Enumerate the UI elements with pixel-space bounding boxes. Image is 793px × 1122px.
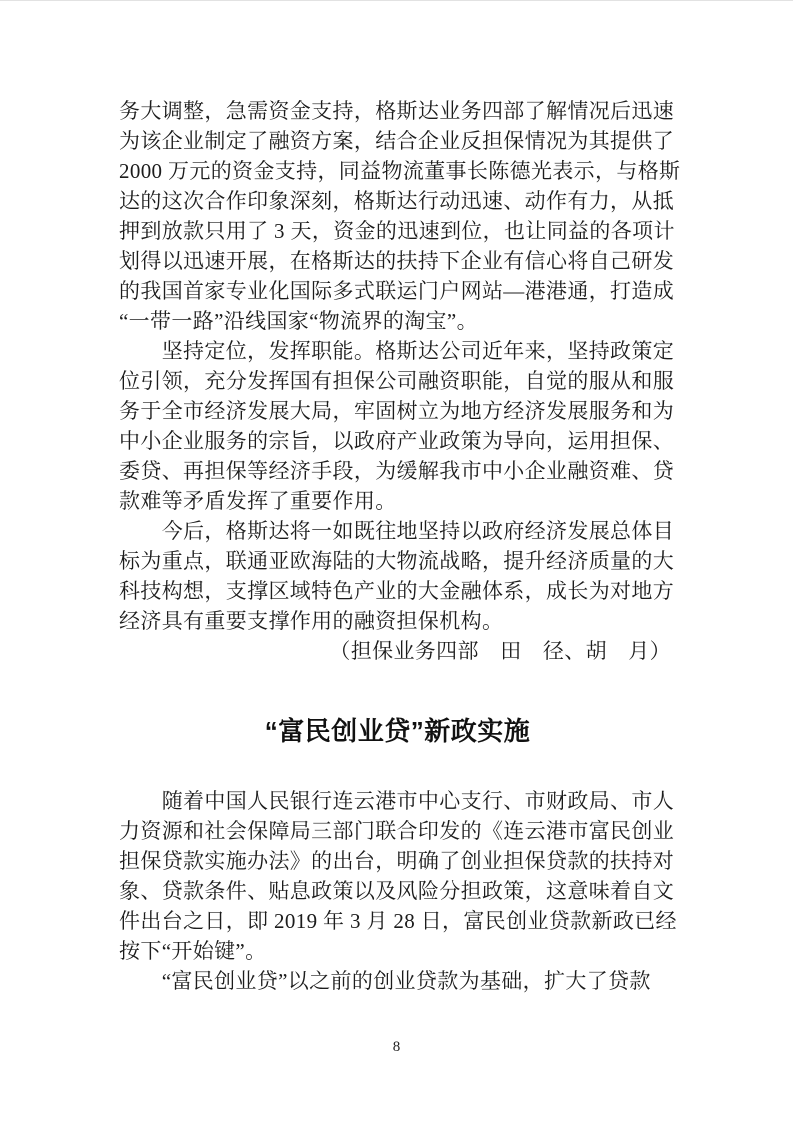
text-line: 划得以迅速开展，在格斯达的扶持下企业有信心将自己研发 [119, 249, 675, 273]
text-line: 象、贷款条件、贴息政策以及风险分担政策，这意味着自文 [119, 879, 675, 903]
text-line: 力资源和社会保障局三部门联合印发的《连云港市富民创业 [119, 819, 675, 843]
page-number: 8 [392, 1039, 401, 1055]
text-line: 务于全市经济发展大局，牢固树立为地方经济发展服务和为 [119, 399, 675, 423]
text-line: 达的这次合作印象深刻，格斯达行动迅速、动作有力，从抵 [119, 189, 675, 213]
text-line: 押到放款只用了 3 天，资金的迅速到位，也让同益的各项计 [119, 219, 675, 243]
text-line: 件出台之日，即 2019 年 3 月 28 日，富民创业贷款新政已经 [119, 909, 677, 933]
text-line: 担保贷款实施办法》的出台，明确了创业担保贷款的扶持对 [119, 849, 675, 873]
text-line: 按下“开始键”。 [119, 939, 267, 963]
paragraph [119, 966, 676, 996]
paragraph [119, 516, 676, 636]
text-column [119, 96, 681, 996]
paragraph [119, 336, 676, 516]
text-line: 为该企业制定了融资方案，结合企业反担保情况为其提供了 [119, 129, 675, 153]
text-line: “一带一路”沿线国家“物流界的淘宝”。 [119, 309, 478, 333]
article-guarantee-dept-continuation [119, 96, 681, 666]
text-line: 经济具有重要支撑作用的融资担保机构。 [119, 609, 504, 633]
paragraph [119, 786, 676, 966]
byline: （担保业务四部 田 径、胡 月） [329, 639, 671, 663]
text-line: “富民创业贷”以之前的创业贷款为基础，扩大了贷款 [119, 969, 651, 993]
text-line: 中小企业服务的宗旨，以政府产业政策为导向，运用担保、 [119, 429, 675, 453]
article-title: “富民创业贷”新政实施 [264, 716, 531, 746]
paragraph [119, 96, 681, 336]
text-line: 科技构想，支撑区域特色产业的大金融体系，成长为对地方 [119, 579, 675, 603]
text-line: 款难等矛盾发挥了重要作用。 [119, 489, 397, 513]
text-line: 随着中国人民银行连云港市中心支行、市财政局、市人 [119, 789, 675, 813]
text-line: 的我国首家专业化国际多式联运门户网站—港港通，打造成 [119, 279, 675, 303]
text-line: 2000 万元的资金支持，同益物流董事长陈德光表示，与格斯 [119, 159, 681, 183]
text-line: 标为重点，联通亚欧海陆的大物流战略，提升经济质量的大 [119, 549, 675, 573]
text-line: 委贷、再担保等经济手段，为缓解我市中小企业融资难、贷 [119, 459, 675, 483]
article-new-policy [119, 711, 676, 996]
text-line: 今后，格斯达将一如既往地坚持以政府经济发展总体目 [119, 519, 675, 543]
text-line: 坚持定位，发挥职能。格斯达公司近年来，坚持政策定 [119, 339, 675, 363]
text-line: 位引领，充分发挥国有担保公司融资职能，自觉的服从和服 [119, 369, 675, 393]
text-line: 务大调整，急需资金支持，格斯达业务四部了解情况后迅速 [119, 99, 675, 123]
